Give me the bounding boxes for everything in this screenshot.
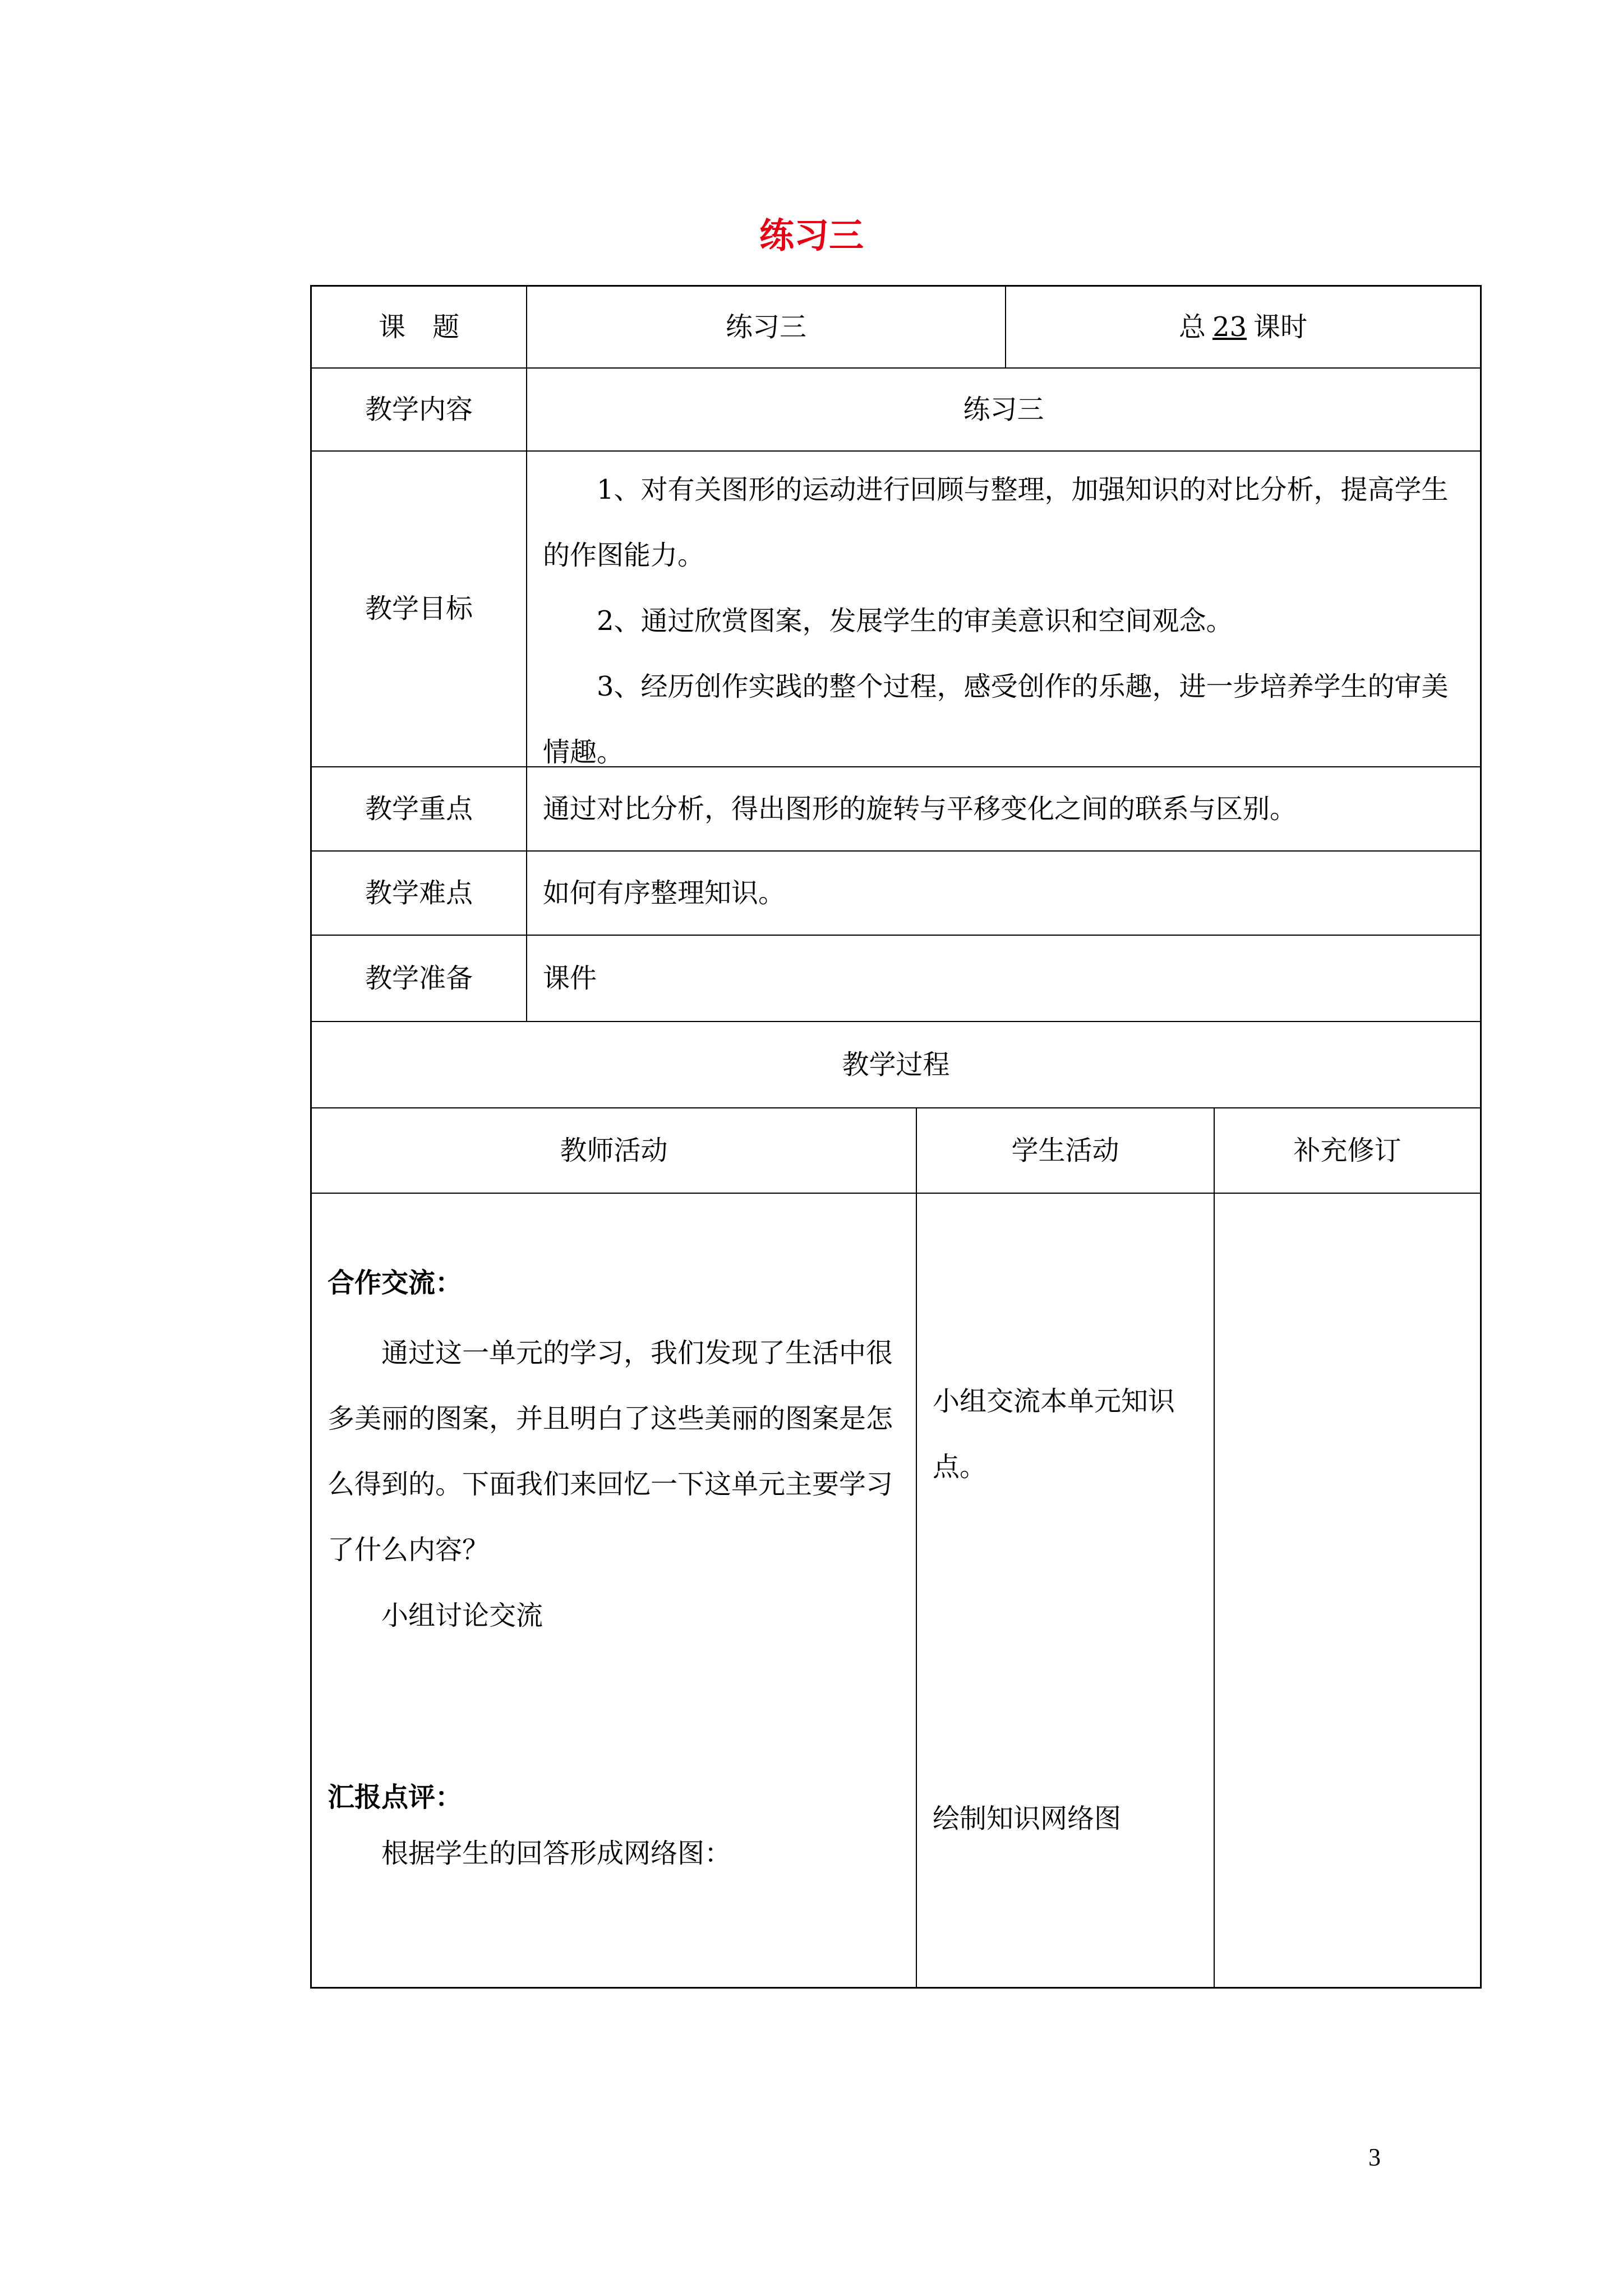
section-cooperate-note: 小组讨论交流 xyxy=(381,1600,543,1632)
goal-item-1: 1、对有关图形的运动进行回顾与整理，加强知识的对比分析，提高学生的作图能力。 xyxy=(543,474,1449,571)
key-row xyxy=(312,766,1480,850)
col-student-header: 学生活动 xyxy=(916,1108,1214,1193)
key-label: 教学重点 xyxy=(365,793,473,825)
topic-row xyxy=(312,287,1480,367)
topic-label: 课 题 xyxy=(378,311,459,343)
col-revision-header: 补充修订 xyxy=(1214,1108,1480,1193)
hours-value: 23 xyxy=(1212,311,1247,343)
activities-row xyxy=(312,1193,1480,1987)
difficulty-label: 教学难点 xyxy=(365,877,473,909)
page-number: 3 xyxy=(1368,2143,1381,2171)
goals-list xyxy=(527,452,1480,785)
student-activity-cell xyxy=(916,1194,1214,1987)
goals-row xyxy=(312,450,1480,766)
prep-row xyxy=(312,935,1480,1021)
total-hours xyxy=(1005,287,1480,367)
student-item-1: 小组交流本单元知识点。 xyxy=(933,1386,1175,1483)
page-title: 练习三 xyxy=(759,215,864,256)
difficulty-row xyxy=(312,850,1480,935)
process-heading-row xyxy=(312,1021,1480,1107)
goal-item-2: 2、通过欣赏图案，发展学生的审美意识和空间观念。 xyxy=(597,605,1233,637)
process-heading: 教学过程 xyxy=(842,1048,950,1080)
lesson-plan-table xyxy=(310,285,1482,1989)
section-cooperate-text: 通过这一单元的学习，我们发现了生活中很多美丽的图案，并且明白了这些美丽的图案是怎么得到的。下面我们来回忆一下这单元主要学习了什么内容？ xyxy=(328,1337,893,1566)
goals-cell xyxy=(526,452,1480,766)
revision-cell xyxy=(1214,1194,1480,1987)
process-columns-row xyxy=(312,1107,1480,1193)
hours-prefix: 总 xyxy=(1178,311,1206,343)
section-report-text: 根据学生的回答形成网络图： xyxy=(381,1837,732,1869)
difficulty-value: 如何有序整理知识。 xyxy=(526,852,1480,935)
topic-value: 练习三 xyxy=(526,287,1005,367)
content-label: 教学内容 xyxy=(365,393,473,425)
key-value: 通过对比分析，得出图形的旋转与平移变化之间的联系与区别。 xyxy=(526,767,1480,850)
content-row xyxy=(312,367,1480,450)
section-report-title: 汇报点评： xyxy=(328,1782,463,1814)
col-teacher-header: 教师活动 xyxy=(560,1134,668,1166)
section-cooperate-title: 合作交流： xyxy=(328,1267,463,1299)
teacher-activity-cell xyxy=(312,1194,916,1987)
prep-label: 教学准备 xyxy=(365,962,473,994)
student-item-2: 绘制知识网络图 xyxy=(933,1803,1122,1834)
prep-value: 课件 xyxy=(526,936,1480,1021)
hours-suffix: 课时 xyxy=(1253,311,1308,343)
content-value: 练习三 xyxy=(526,369,1480,450)
goal-item-3: 3、经历创作实践的整个过程，感受创作的乐趣，进一步培养学生的审美情趣。 xyxy=(543,671,1449,768)
goals-label: 教学目标 xyxy=(365,593,473,625)
